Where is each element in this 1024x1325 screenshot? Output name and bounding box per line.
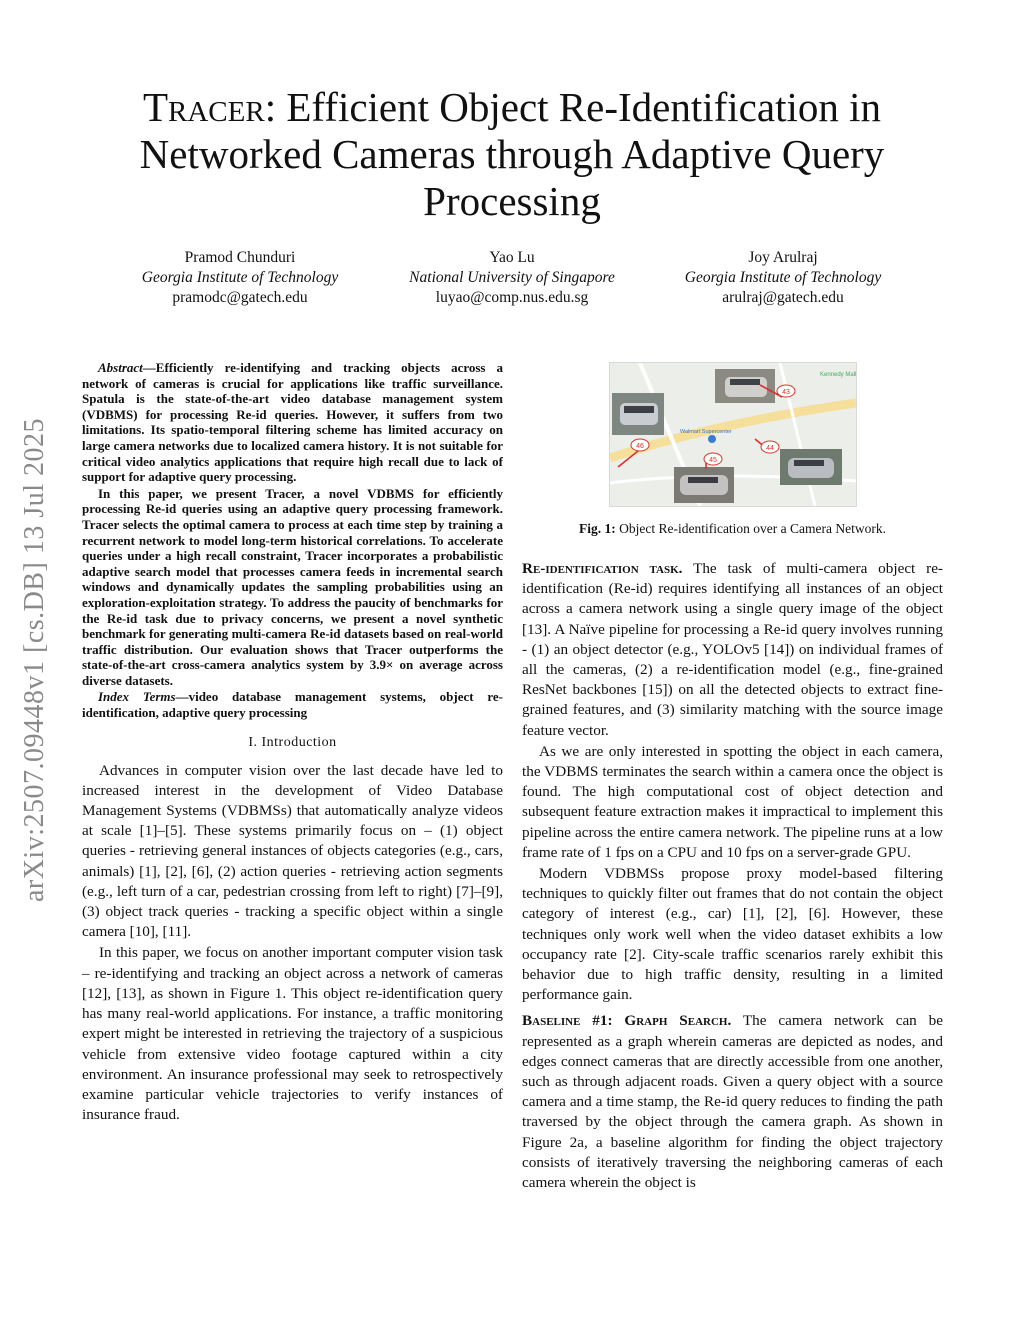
index-terms-text: —video database management systems, object re-identification, adaptive query processing — [82, 689, 504, 721]
author-name: Joy Arulraj — [748, 249, 818, 266]
right-paragraph-3: Modern VDBMSs propose proxy model-based filtering techniques to quickly filter out frames that do not contain the object category of interest (e.g., car) [1], [2], [6]. However, these techniques only work well when the video dataset exhibits a low occupancy rate [2]. City-scale traffic scenarios rarely exhibit this behavior due to high traffic density, resulting in a limited performance gain. — [522, 865, 943, 1004]
camera-marker-43 — [777, 385, 795, 397]
abstract-text: —Efficiently re-identifying and tracking objects across a network of cameras is crucial for applications like traffic surveillance. Spatula is the state-of-the-art video database management system (VDBMS) for processing Re-id queries. However, it suffers from two limitations. Its spatio-temporal filtering scheme has limited accuracy on large camera networks due to localized camera history. It is not suitable for critical video analytics applications that require high recall due to lack of support for adaptive query processing. — [82, 360, 503, 485]
index-terms — [82, 689, 503, 720]
camera-marker-44 — [761, 441, 779, 453]
right-paragraph-2: As we are only interested in spotting the object in each camera, the VDBMS terminates the search within a camera once the object is found. The high computational cost of object detection and subsequent feature extraction makes it impractical to implement this pipeline across the entire camera network. The pipeline runs at a low frame rate of 1 fps on a CPU and 10 fps on a server-grade GPU. — [522, 742, 943, 861]
author-name: Pramod Chunduri — [184, 249, 296, 266]
baseline-paragraph — [522, 1011, 943, 1193]
author-email: luyao@comp.nus.edu.sg — [435, 289, 589, 306]
camera-label: 44 — [765, 445, 774, 452]
author-name: Yao Lu — [489, 249, 535, 266]
reid-text: The task of multi-camera object re-identification (Re-id) requires identifying all instances of an object across a camera network using a single query image of the object [13]. A Naïve pipeline for processing a Re-id query involves running - (1) an object detector (e.g., YOLOv5 [14]) on individual frames of all the cameras, (2) a re-identification model (e.g., fine-grained ResNet backbones [15]) on all the detected objects to extract fine-grained features, and (3) similarity matching with the source image feature vector. — [522, 560, 943, 739]
map-label: Kennedy Mall — [819, 372, 856, 378]
figure-caption — [522, 521, 943, 537]
camera-marker-45 — [704, 453, 722, 465]
abstract-paragraph — [82, 360, 503, 485]
camera-label: 45 — [708, 457, 717, 464]
author-email: pramodc@gatech.edu — [172, 289, 308, 306]
author-affiliation: Georgia Institute of Technology — [684, 269, 882, 286]
right-column — [522, 360, 943, 1194]
title-text: : Efficient Object Re-Identification in Networked Cameras through Adaptive Query Processing — [139, 84, 885, 224]
map-pin-icon — [708, 435, 716, 443]
figure-caption-text: Object Re-identification over a Camera Network. — [619, 521, 887, 536]
author-email: arulraj@gatech.edu — [722, 289, 844, 306]
baseline-heading: Baseline #1: Graph Search. — [522, 1012, 732, 1030]
figure-label: Fig. 1: — [578, 521, 616, 536]
arxiv-sidebar — [0, 350, 70, 970]
index-terms-label: Index Terms — [98, 689, 176, 705]
camera-label: 46 — [635, 443, 644, 450]
reid-paragraph — [522, 559, 943, 741]
author-affiliation: Georgia Institute of Technology — [141, 269, 339, 286]
camera-network-map — [610, 363, 856, 506]
author-block — [643, 248, 923, 308]
car-photo — [715, 369, 775, 403]
car-photo — [612, 393, 664, 435]
author-block — [100, 248, 380, 308]
baseline-text: The camera network can be represented as a graph wherein cameras are depicted as nodes, and edges connect cameras that are directly accessible from one another, such as through adjacent roads. Given a query object with a source camera and a time stamp, the Re-id query reduces to finding the path traversed by the object through the camera graph. As shown in Figure 2a, a baseline algorithm for finding the object trajectory consists of iteratively traversing the neighboring cameras of each camera wherein the object is — [522, 1012, 943, 1192]
paper-title — [100, 84, 924, 225]
author-affiliation: National University of Singapore — [409, 269, 615, 286]
arxiv-stamp: arXiv:2507.09448v1 [cs.DB] 13 Jul 2025 — [19, 417, 50, 903]
figure-1 — [609, 362, 857, 507]
left-column — [82, 360, 503, 1126]
car-photo — [674, 467, 734, 503]
reid-heading: Re-identification task. — [522, 560, 683, 577]
abstract-label: Abstract — [98, 360, 143, 375]
map-label: Walmart Supercenter — [679, 429, 732, 435]
author-block — [372, 248, 652, 308]
car-photo — [780, 449, 842, 485]
camera-marker-46 — [631, 439, 649, 451]
camera-label: 43 — [781, 389, 790, 396]
section-heading: I. Introduction — [248, 734, 337, 750]
system-name: Tracer — [142, 84, 265, 130]
intro-paragraph-1: Advances in computer vision over the last decade have led to increased interest in the development of Video Database Management Systems (VDBMSs) that automatically analyze videos at scale [1]–[5]. These systems primarily focus on – (1) object queries - retrieving general instances of objects categories (e.g., cars, animals) [1], [2], [6], (2) action queries - retrieving action segments (e.g., left turn of a car, pedestrian crossing from left to right) [7]–[9], (3) object track queries - tracking a specific object within a single camera [10], [11]. — [82, 761, 503, 941]
intro-paragraph-2: In this paper, we focus on another important computer vision task – re-identifying and tracking an object across a network of cameras [12], [13], as shown in Figure 1. This object re-identification query has many real-world applications. For instance, a traffic monitoring expert might be interested in retrieving the trajectory of a suspicious vehicle from extensive video footage captured within a city environment. An insurance professional may seek to retrospectively examine particular vehicle trajectories to verify instances of insurance fraud. — [82, 944, 503, 1124]
abstract-paragraph-2: In this paper, we present Tracer, a novel VDBMS for efficiently processing Re-id queries using an adaptive query processing framework. Tracer selects the optimal camera to process at each time step by training a recurrent network to model long-term historical correlations. To accelerate queries under a high recall constraint, Tracer incorporates a probabilistic adaptive search model that processes camera feeds in incremental search windows and dynamically updates the sampling probabilities using an exploration-exploitation strategy. To address the paucity of benchmarks for the Re-id task due to privacy concerns, we present a novel synthetic benchmark for generating multi-camera Re-id datasets based on real-world traffic distribution. Our evaluation shows that Tracer outperforms the state-of-the-art cross-camera analytics system by 3.9× on average across diverse datasets. — [82, 485, 503, 688]
